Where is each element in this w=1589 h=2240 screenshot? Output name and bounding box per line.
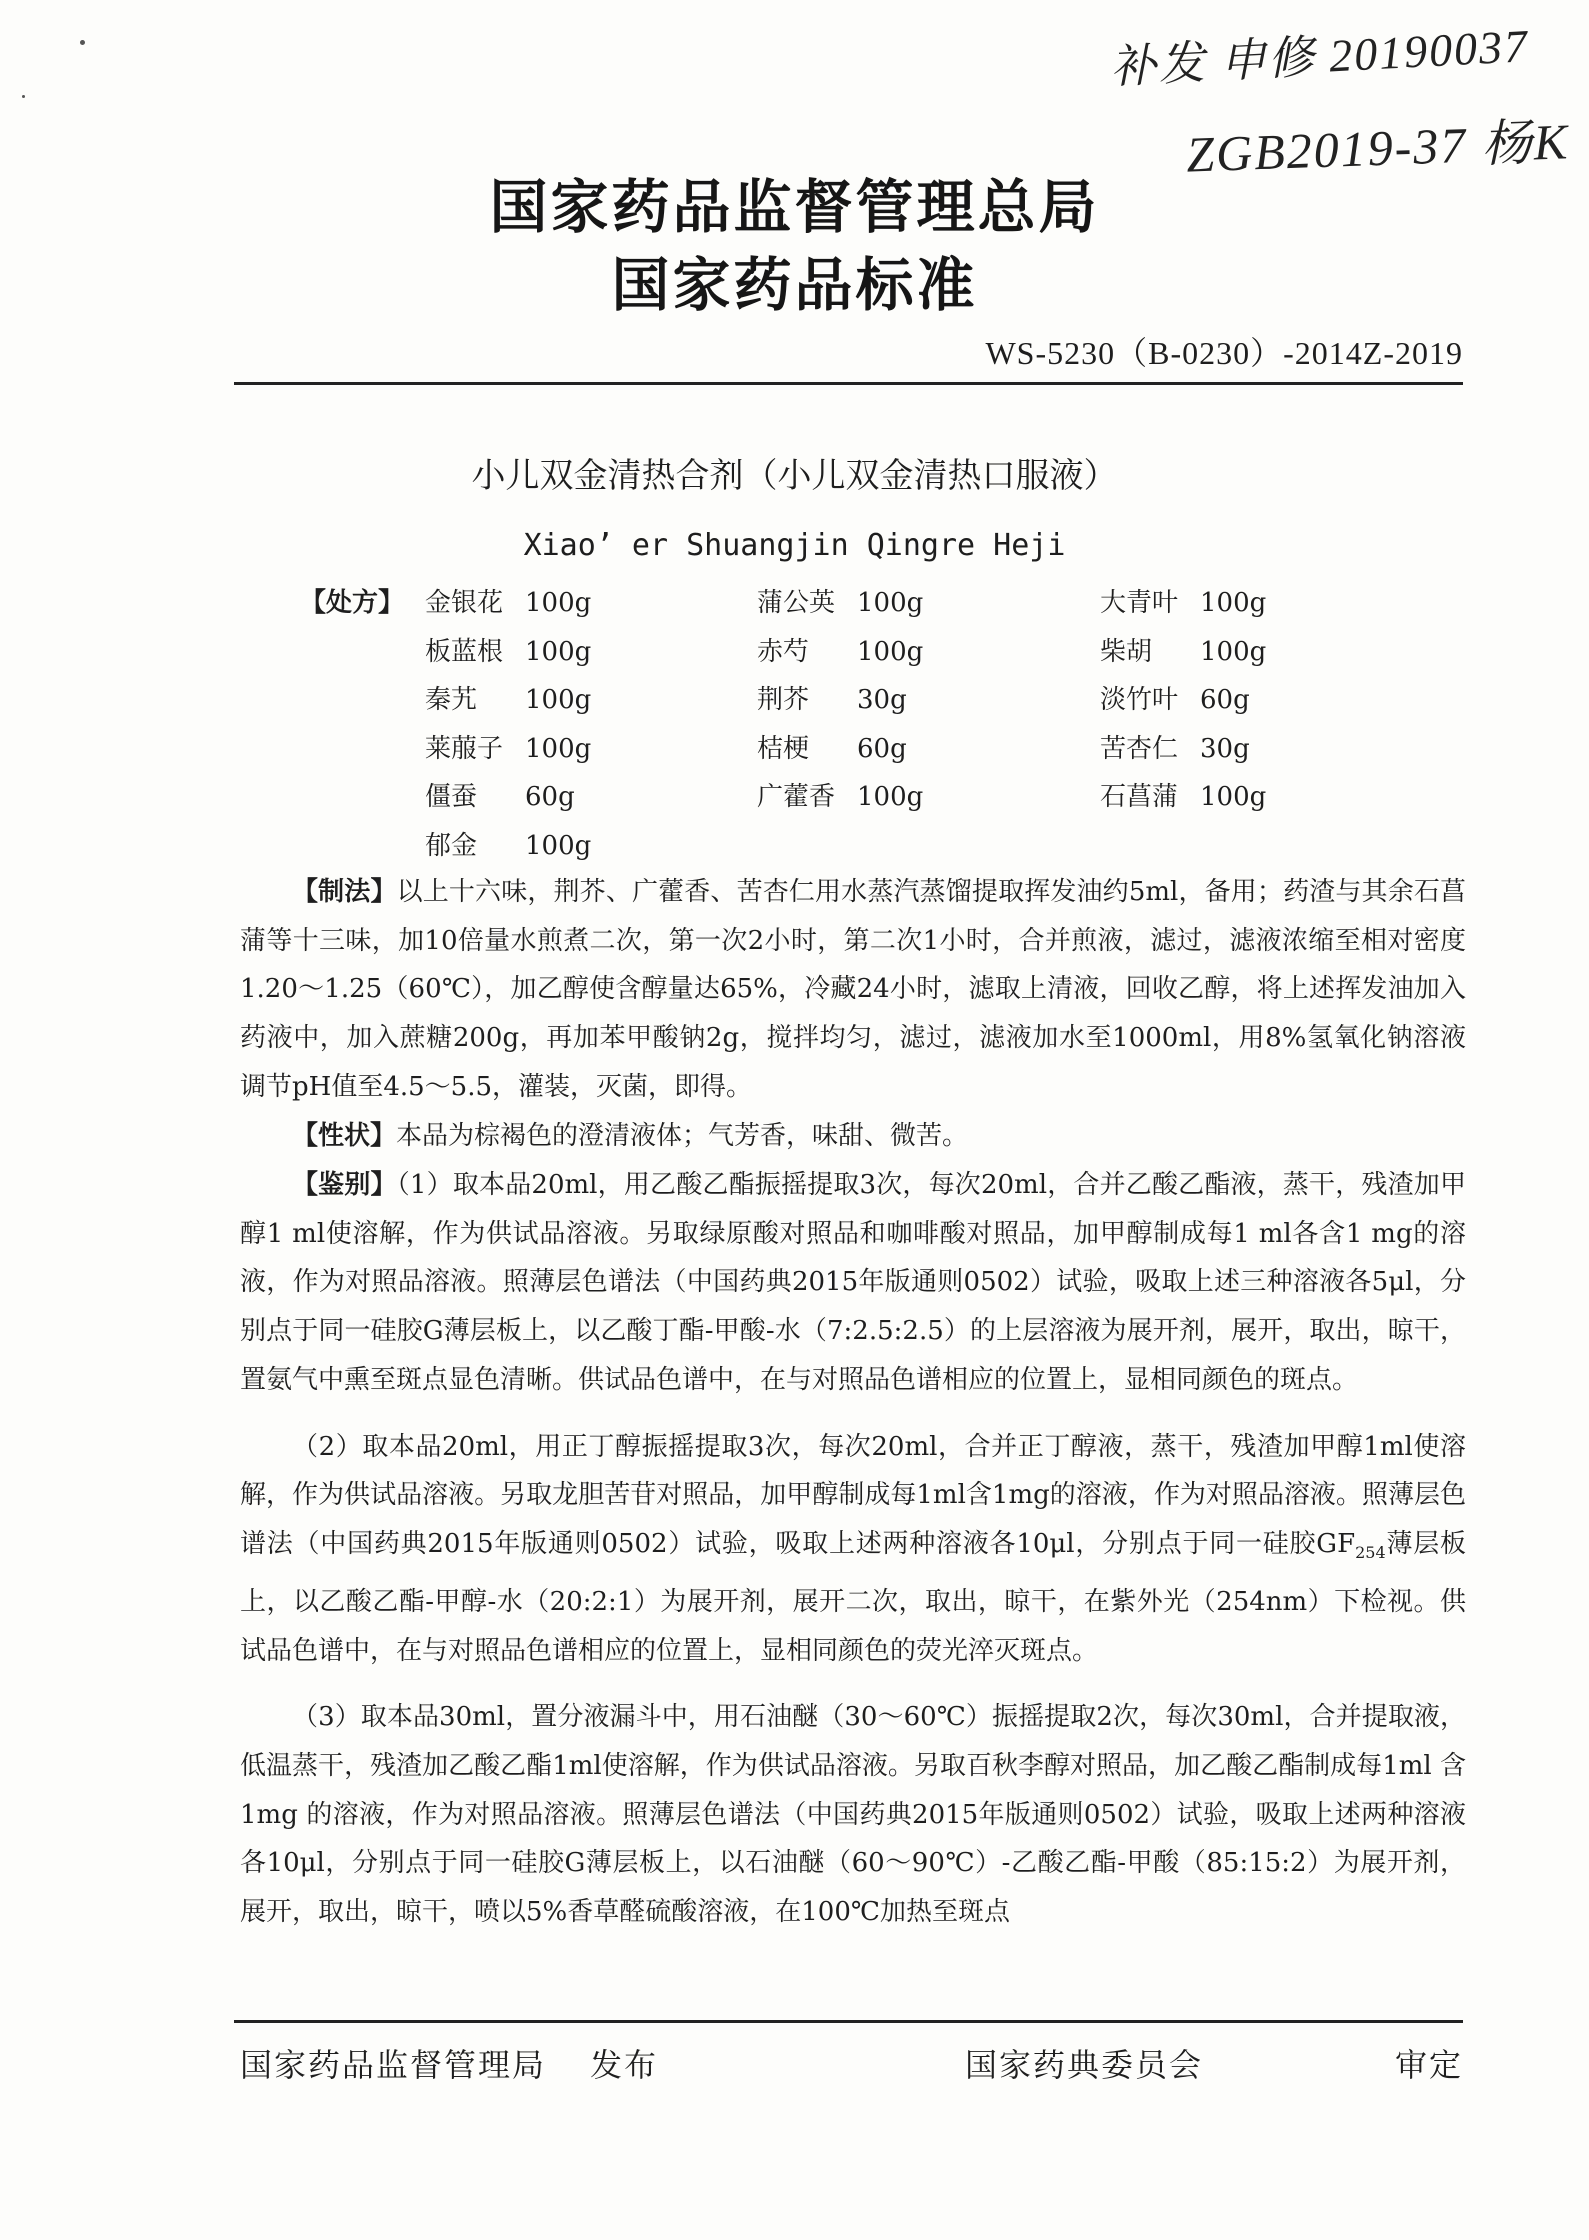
reviewer-name: 国家药典委员会 [965, 2046, 1204, 2084]
herb-quantity: 100g [857, 782, 924, 812]
formula-item [757, 631, 923, 668]
herb-quantity: 100g [525, 685, 592, 715]
traits-paragraph [240, 1112, 1466, 1161]
herb-quantity: 30g [1200, 733, 1250, 764]
identification-section [240, 1161, 1466, 1937]
herb-quantity: 100g [1200, 588, 1267, 618]
herb-name: 淡竹叶 [1100, 685, 1179, 715]
scan-speck [80, 40, 85, 45]
scan-speck [22, 95, 25, 98]
identification-paragraph-3 [240, 1693, 1466, 1937]
product-name-pinyin: Xiao’ er Shuangjin Qingre Heji [523, 528, 1066, 563]
method-section [240, 868, 1466, 1112]
identification-label: 【鉴别】 [292, 1170, 397, 1200]
review-word: 审定 [1394, 2046, 1463, 2084]
herb-quantity: 60g [1200, 685, 1250, 715]
identification-paragraph-2 [240, 1423, 1466, 1676]
formula-item [425, 582, 591, 619]
herb-name: 桔梗 [757, 733, 810, 764]
gf-subscript: 254 [1355, 1543, 1386, 1563]
herb-name: 莱菔子 [425, 733, 504, 764]
issuer-name: 国家药品监督管理局 [240, 2046, 547, 2084]
herb-quantity: 100g [857, 636, 924, 667]
herb-quantity: 60g [857, 733, 907, 764]
traits-label: 【性状】 [292, 1121, 397, 1151]
identification-text-1: （1）取本品20ml，用乙酸乙酯振摇提取3次，每次20ml，合并乙酸乙酯液，蒸干，残渣加甲醇1 ml使溶解，作为供试品溶液。另取绿原酸对照品和咖啡酸对照品，加甲醇制成每1 ml各含1 mg的溶液，作为对照品溶液。照薄层色谱法（中国药典2015年版通则0502）试验，吸取上述三种溶液各5μl，分别点于同一硅胶G薄层板上，以乙酸丁酯-甲酸-水（7:2.5:2.5）的上层溶液为展开剂，展开，取出，晾干，置氨气中熏至斑点显色清晰。供试品色谱中，在与对照品色谱相应的位置上，显相同颜色的斑点。 [240, 1170, 1466, 1395]
header-divider [234, 382, 1463, 385]
traits-text: 本品为棕褐色的澄清液体；气芳香，味甜、微苦。 [396, 1121, 969, 1151]
formula-item [425, 728, 591, 765]
herb-name: 柴胡 [1100, 636, 1153, 667]
handwritten-annotation-1: 补发 申修 20190037 [1109, 20, 1531, 93]
method-label: 【制法】 [292, 877, 397, 907]
identification-text-2a: （2）取本品20ml，用正丁醇振摇提取3次，每次20ml，合并正丁醇液，蒸干，残渣加甲醇1ml使溶解，作为供试品溶液。另取龙胆苦苷对照品，加甲醇制成每1ml含1mg的溶液，作为对照品溶液。照薄层色谱法（中国药典2015年版通则0502）试验，吸取上述两种溶液各10μl，分别点于同一硅胶GF [240, 1431, 1466, 1559]
herb-quantity: 60g [525, 782, 575, 812]
herb-name: 秦艽 [425, 685, 478, 715]
herb-name: 大青叶 [1100, 588, 1179, 618]
formula-item [1100, 776, 1266, 813]
method-text: 以上十六味，荆芥、广藿香、苦杏仁用水蒸汽蒸馏提取挥发油约5ml，备用；药渣与其余石菖蒲等十三味，加10倍量水煎煮二次，第一次2小时，第二次1小时，合并煎液，滤过，滤液浓缩至相对密度1.20～1.25（60℃），加乙醇使含醇量达65%，冷藏24小时，滤取上清液，回收乙醇，将上述挥发油加入药液中，加入蔗糖200g，再加苯甲酸钠2g，搅拌均匀，滤过，滤液加水至1000ml，用8%氢氧化钠溶液调节pH值至4.5～5.5，灌装，灭菌，即得。 [240, 877, 1466, 1102]
document-type-title: 国家药品标准 [611, 251, 978, 319]
formula-item [1100, 679, 1250, 716]
standard-number: WS-5230（B-0230）-2014Z-2019 [985, 335, 1463, 371]
issue-word: 发布 [590, 2046, 659, 2084]
herb-quantity: 100g [525, 830, 592, 861]
formula-label: 【处方】 [300, 588, 405, 618]
herb-name: 石菖蒲 [1100, 782, 1179, 812]
herb-quantity: 100g [525, 588, 592, 618]
footer-divider [234, 2020, 1463, 2023]
formula-item [425, 776, 575, 813]
formula-item [425, 631, 591, 668]
formula-item [1100, 631, 1266, 668]
formula-item [1100, 582, 1266, 619]
formula-item [425, 825, 591, 862]
method-paragraph [240, 868, 1466, 1112]
agency-title: 国家药品监督管理总局 [489, 173, 1100, 241]
herb-name: 板蓝根 [425, 636, 504, 667]
herb-quantity: 100g [525, 733, 592, 764]
herb-quantity: 30g [857, 685, 907, 715]
herb-name: 金银花 [425, 588, 504, 618]
paragraph-gap [240, 1405, 1466, 1423]
formula-item [425, 679, 591, 716]
identification-text-2b: 薄层板上，以乙酸乙酯-甲醇-水（20:2:1）为展开剂，展开二次，取出，晾干，在紫外光（254nm）下检视。供试品色谱中，在与对照品色谱相应的位置上，显相同颜色的荧光淬灭斑点。 [240, 1528, 1466, 1666]
herb-name: 广藿香 [757, 782, 836, 812]
formula-item [1100, 728, 1250, 765]
herb-name: 僵蚕 [425, 782, 478, 812]
herb-name: 郁金 [425, 830, 478, 861]
herb-quantity: 100g [525, 636, 592, 667]
herb-name: 赤芍 [757, 636, 810, 667]
formula-item [757, 776, 923, 813]
traits-section [240, 1112, 1466, 1161]
herb-name: 荆芥 [757, 685, 810, 715]
paragraph-gap [240, 1675, 1466, 1693]
herb-quantity: 100g [857, 588, 924, 618]
formula-item [757, 728, 907, 765]
formula-item [757, 582, 923, 619]
identification-paragraph-1 [240, 1161, 1466, 1405]
identification-text-3: （3）取本品30ml，置分液漏斗中，用石油醚（30～60℃）振摇提取2次，每次30ml，合并提取液，低温蒸干，残渣加乙酸乙酯1ml使溶解，作为供试品溶液。另取百秋李醇对照品，加乙酸乙酯制成每1ml 含1mg 的溶液，作为对照品溶液。照薄层色谱法（中国药典2015年版通则0502）试验，吸取上述两种溶液各10μl，分别点于同一硅胶G薄层板上，以石油醚（60～90℃）-乙酸乙酯-甲酸（85:15:2）为展开剂，展开，取出，晾干，喷以5%香草醛硫酸溶液，在100℃加热至斑点 [240, 1702, 1466, 1928]
herb-name: 蒲公英 [757, 588, 836, 618]
herb-quantity: 100g [1200, 782, 1267, 812]
product-name-chinese: 小儿双金清热合剂（小儿双金清热口服液） [471, 456, 1118, 496]
handwritten-annotation-2: ZGB2019-37 杨K [1185, 113, 1571, 183]
herb-quantity: 100g [1200, 636, 1267, 667]
herb-name: 苦杏仁 [1100, 733, 1179, 764]
formula-item [757, 679, 907, 716]
